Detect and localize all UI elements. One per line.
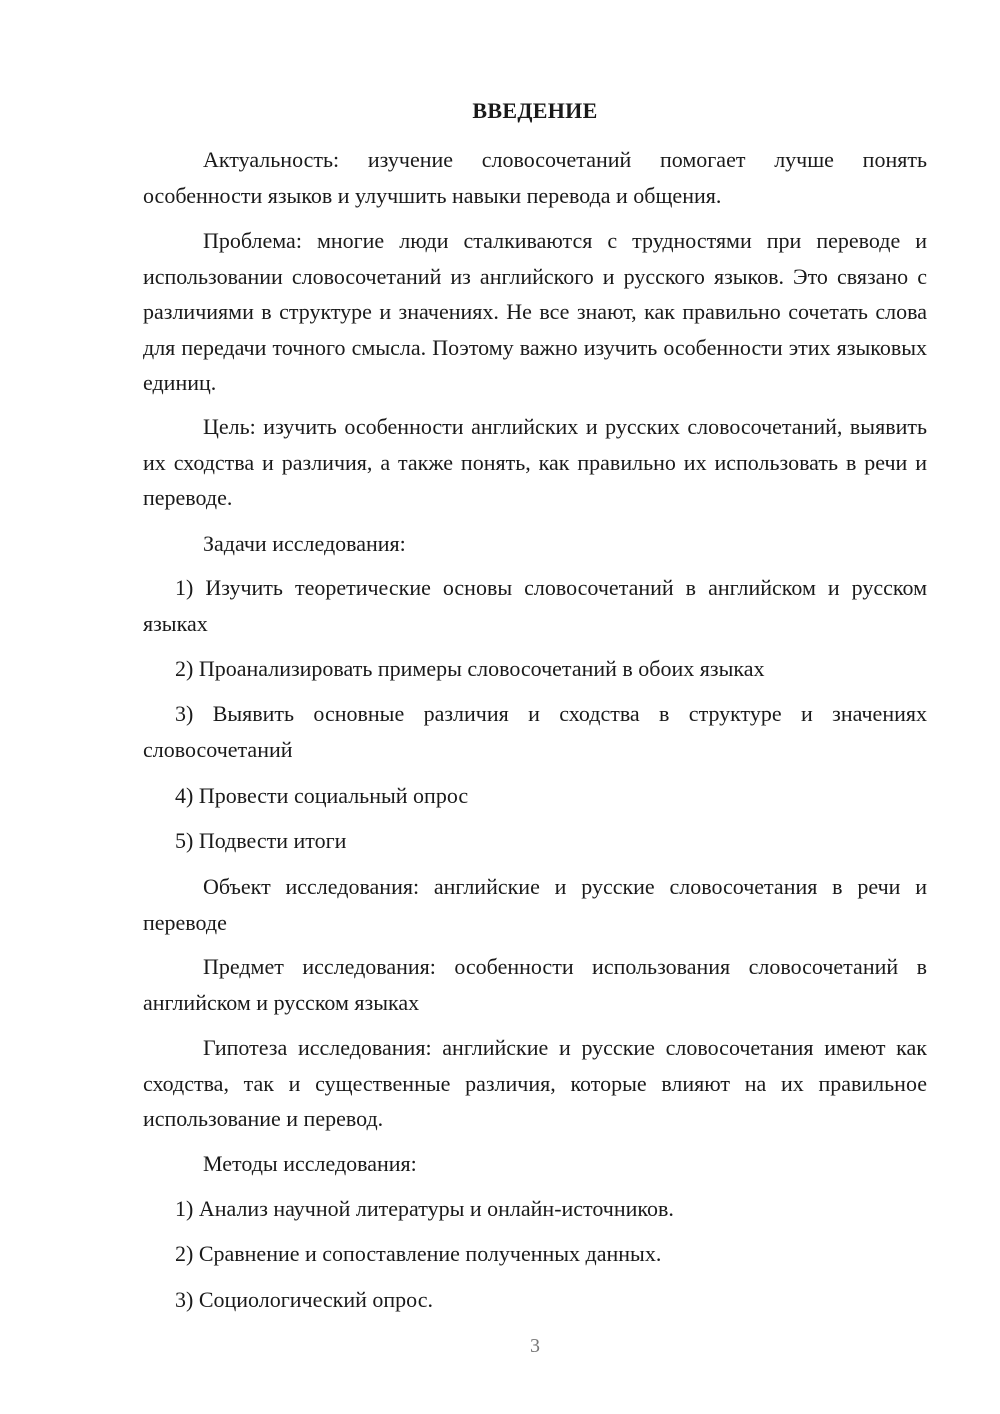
page-title: ВВЕДЕНИЕ bbox=[472, 98, 598, 123]
page-number: 3 bbox=[530, 1335, 540, 1357]
methods-heading: Методы исследования: bbox=[203, 1151, 417, 1176]
method-item-2: 2) Сравнение и сопоставление полученных данных. bbox=[175, 1241, 662, 1266]
task-item-2: 2) Проанализировать примеры словосочетаний в обоих языках bbox=[175, 656, 765, 681]
goal-paragraph: Цель: изучить особенности английских и русских словосочетаний, выявить их сходства и различия, а также понять, как правильно их использовать в речи и переводе. bbox=[143, 414, 927, 510]
subject-paragraph: Предмет исследования: особенности использования словосочетаний в английском и русском языках bbox=[143, 954, 927, 1015]
task-item-5: 5) Подвести итоги bbox=[175, 828, 347, 853]
method-item-1: 1) Анализ научной литературы и онлайн-источников. bbox=[175, 1196, 674, 1221]
tasks-heading: Задачи исследования: bbox=[203, 531, 406, 556]
document-page bbox=[143, 0, 927, 1414]
problem-paragraph: Проблема: многие люди сталкиваются с трудностями при переводе и использовании словосочетаний из английского и русского языков. Это связано с различиями в структуре и значениях. Не все знают, как правильно сочетать слова для передачи точного смысла. Поэтому важно изучить особенности этих языковых единиц. bbox=[143, 228, 927, 395]
task-item-3: 3) Выявить основные различия и сходства в структуре и значениях словосочетаний bbox=[143, 701, 927, 762]
hypothesis-paragraph: Гипотеза исследования: английские и русские словосочетания имеют как сходства, так и существенные различия, которые влияют на их правильное использование и перевод. bbox=[143, 1035, 927, 1131]
relevance-paragraph: Актуальность: изучение словосочетаний помогает лучше понять особенности языков и улучшить навыки перевода и общения. bbox=[143, 147, 927, 208]
object-paragraph: Объект исследования: английские и русские словосочетания в речи и переводе bbox=[143, 874, 927, 935]
method-item-3: 3) Социологический опрос. bbox=[175, 1287, 433, 1312]
task-item-4: 4) Провести социальный опрос bbox=[175, 783, 469, 808]
task-item-1: 1) Изучить теоретические основы словосочетаний в английском и русском языках bbox=[143, 575, 927, 636]
